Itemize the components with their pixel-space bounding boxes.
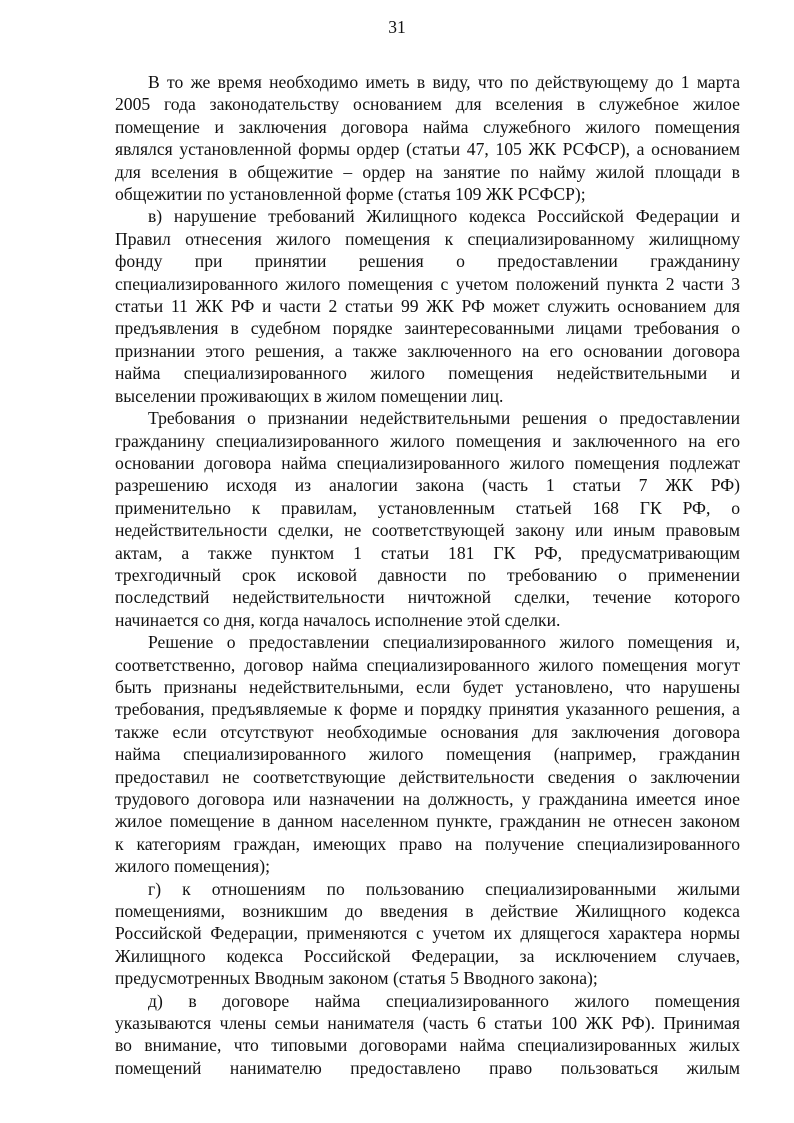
text-line: найма специализированного жилого помещения недействительными и: [115, 363, 740, 384]
text-line: Требования о признании недействительными решения о предоставлении: [148, 408, 740, 429]
text-line: специализированного жилого помещения с учетом положений пункта 2 части 3: [115, 273, 740, 294]
text-line: в) нарушение требований Жилищного кодекса Российской Федерации и: [148, 206, 740, 227]
text-line: признании этого решения, а также заключенного на его основании договора: [115, 340, 740, 361]
paragraph: [115, 71, 740, 205]
text-line: жилого помещения);: [115, 856, 270, 877]
text-line: предъявления в судебном порядке заинтересованными лицами требования о: [115, 318, 740, 339]
text-line: В то же время необходимо иметь в виду, что по действующему до 1 марта: [148, 72, 740, 92]
text-line: жилое помещение в данном населенном пункте, гражданин не отнесен законом: [115, 811, 740, 832]
text-line: указываются члены семьи нанимателя (часть 6 статьи 100 ЖК РФ). Принимая: [115, 1013, 740, 1034]
text-line: Жилищного кодекса Российской Федерации, за исключением случаев,: [115, 945, 740, 966]
text-line: также если отсутствуют необходимые основания для заключения договора: [115, 721, 740, 742]
text-line: требования, предъявляемые к форме и порядку принятия указанного решения, а: [115, 699, 740, 720]
paragraph: [115, 990, 740, 1080]
paragraph: [115, 205, 740, 407]
text-line: соответственно, договор найма специализированного жилого помещения могут: [115, 654, 740, 675]
text-line: недействительности сделки, не соответствующей закону или иным правовым: [115, 520, 740, 541]
text-line: для вселения в общежитие – ордер на занятие по найму жилой площади в: [115, 161, 740, 182]
text-line: разрешению исходя из аналогии закона (часть 1 статьи 7 ЖК РФ): [115, 475, 740, 496]
text-line: к категориям граждан, имеющих право на получение специализированного: [115, 833, 740, 854]
text-line: 2005 года законодательству основанием для вселения в служебное жилое: [115, 94, 740, 115]
text-line: гражданину специализированного жилого помещения и заключенного на его: [115, 430, 740, 451]
document-body: [115, 71, 740, 1079]
text-line: помещение и заключения договора найма служебного жилого помещения: [115, 116, 740, 137]
text-line: г) к отношениям по пользованию специализированными жилыми: [148, 878, 740, 899]
text-line: помещениями, возникшим до введения в действие Жилищного кодекса: [115, 901, 740, 922]
text-line: во внимание, что типовыми договорами найма специализированных жилых: [115, 1035, 740, 1056]
paragraph: [115, 631, 740, 877]
text-line: помещений нанимателю предоставлено право пользоваться жилым: [115, 1057, 740, 1078]
text-line: общежитии по установленной форме (статья 109 ЖК РСФСР);: [115, 184, 586, 205]
text-line: Правил отнесения жилого помещения к специализированному жилищному: [115, 228, 740, 249]
text-line: Российской Федерации, применяются с учетом их длящегося характера нормы: [115, 923, 740, 944]
text-line: являлся установленной формы ордер (статьи 47, 105 ЖК РСФСР), а основанием: [115, 139, 740, 160]
text-line: трехгодичный срок исковой давности по требованию о применении: [115, 564, 740, 585]
text-line: Решение о предоставлении специализированного жилого помещения и,: [148, 632, 740, 653]
text-line: начинается со дня, когда началось исполнение этой сделки.: [115, 609, 561, 630]
text-line: д) в договоре найма специализированного жилого помещения: [148, 990, 740, 1011]
text-line: выселении проживающих в жилом помещении лиц.: [115, 385, 504, 406]
paragraph: [115, 407, 740, 631]
text-line: статьи 11 ЖК РФ и части 2 статьи 99 ЖК РФ может служить основанием для: [115, 296, 740, 317]
page-number: 31: [388, 17, 406, 37]
text-line: быть признаны недействительными, если будет установлено, что нарушены: [115, 676, 740, 697]
paragraph: [115, 878, 740, 990]
text-line: фонду при принятии решения о предоставлении гражданину: [115, 251, 740, 272]
text-line: последствий недействительности ничтожной сделки, течение которого: [115, 587, 740, 608]
text-line: предоставил не соответствующие действительности сведения о заключении: [115, 766, 740, 787]
text-line: актам, а также пунктом 1 статьи 181 ГК РФ, предусматривающим: [115, 542, 740, 563]
text-line: найма специализированного жилого помещения (например, гражданин: [115, 744, 740, 765]
text-line: основании договора найма специализированного жилого помещения подлежат: [115, 452, 740, 473]
text-line: предусмотренных Вводным законом (статья 5 Вводного закона);: [115, 968, 598, 989]
text-line: применительно к правилам, установленным статьей 168 ГК РФ, о: [115, 497, 740, 518]
text-line: трудового договора или назначении на должность, у гражданина имеется иное: [115, 789, 740, 809]
